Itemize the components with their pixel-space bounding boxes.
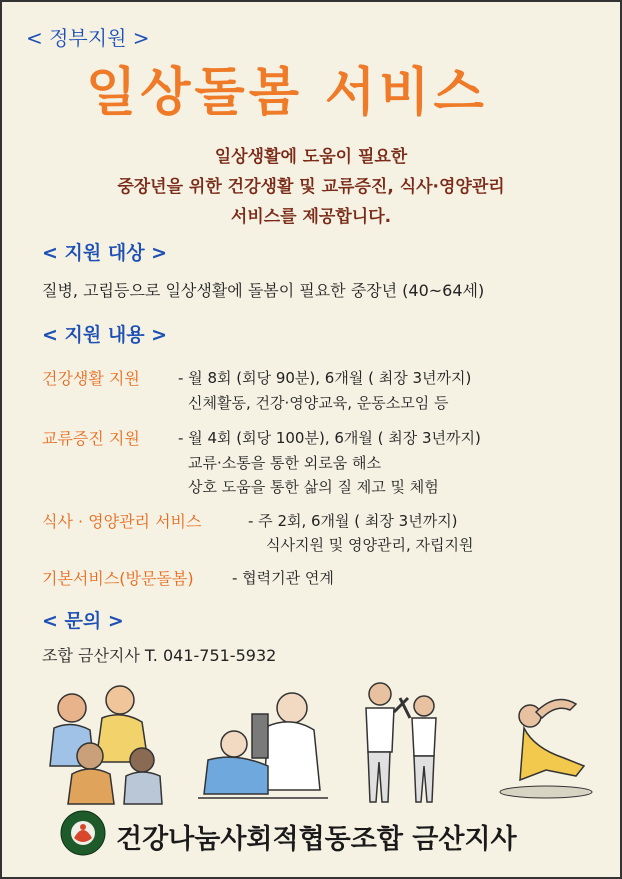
- service-sub-health: 신체활동, 건강·영양교육, 운동소모임 등: [188, 394, 449, 412]
- service-name-basic: 기본서비스(방문돌봄): [42, 569, 194, 588]
- contact-text: 조합 금산지사 T. 041-751-5932: [42, 646, 277, 665]
- service-detail-basic: - 협력기관 연계: [232, 569, 334, 587]
- page-title: 일상돌봄 서비스: [86, 63, 488, 123]
- target-heading: < 지원 대상 >: [42, 242, 168, 264]
- target-text: 질병, 고립등으로 일상생활에 돌봄이 필요한 중장년 (40~64세): [42, 281, 485, 300]
- intro-line-1: 일상생활에 도움이 필요한: [214, 147, 408, 167]
- exercise-illustration: [352, 678, 452, 808]
- family-illustration: [42, 678, 172, 808]
- cooperative-logo-icon: [60, 810, 106, 856]
- service-name-health: 건강생활 지원: [42, 369, 140, 388]
- service-detail-health: - 월 8회 (회당 90분), 6개월 ( 최장 3년까지): [178, 369, 472, 387]
- header-tag: < 정부지원 >: [26, 26, 150, 50]
- service-detail-meal: - 주 2회, 6개월 ( 최장 3년까지): [248, 512, 458, 530]
- intro-line-2: 중장년을 위한 건강생활 및 교류증진, 식사·영양관리: [117, 177, 505, 197]
- service-name-meal: 식사 · 영양관리 서비스: [42, 512, 202, 531]
- health-check-illustration: [198, 686, 328, 806]
- yoga-illustration: [486, 686, 596, 806]
- service-sub-meal: 식사지원 및 영양관리, 자립지원: [266, 536, 474, 554]
- service-sub-exchange-1: 교류·소통을 통한 외로움 해소: [188, 454, 381, 472]
- content-heading: < 지원 내용 >: [42, 324, 168, 346]
- service-name-exchange: 교류증진 지원: [42, 429, 140, 448]
- org-name: 건강나눔사회적협동조합 금산지사: [116, 824, 517, 855]
- service-detail-exchange: - 월 4회 (회당 100분), 6개월 ( 최장 3년까지): [178, 429, 481, 447]
- service-sub-exchange-2: 상호 도움을 통한 삶의 질 제고 및 체험: [188, 478, 439, 496]
- contact-heading: < 문의 >: [42, 610, 124, 632]
- intro-line-3: 서비스를 제공합니다.: [230, 207, 392, 227]
